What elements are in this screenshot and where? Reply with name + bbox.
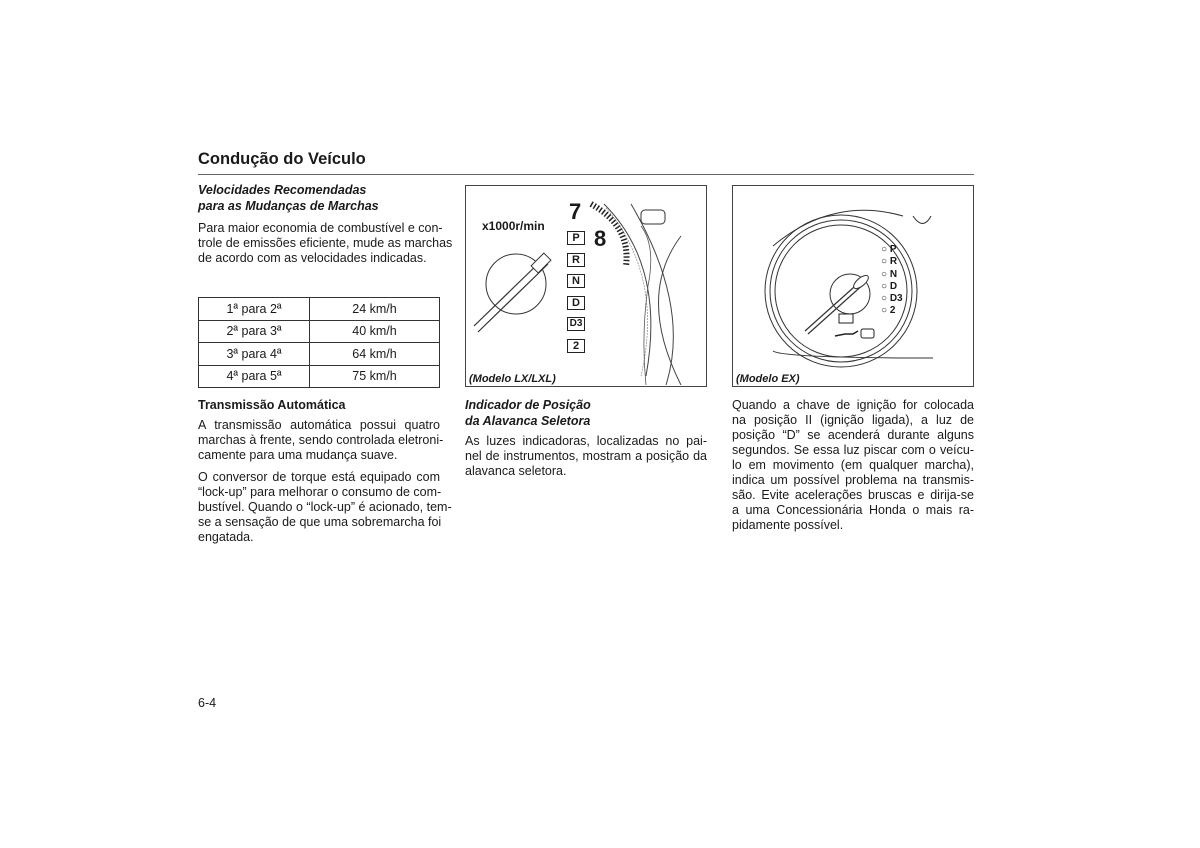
figure-caption: (Modelo LX/LXL) (469, 373, 556, 385)
ex-description (732, 398, 974, 533)
figure-ex-illustration (732, 185, 974, 387)
speed-table (198, 297, 440, 388)
speed-cell: 40 km/h (310, 320, 440, 343)
speed-cell: 75 km/h (310, 365, 440, 388)
table-row (199, 320, 440, 343)
gear-indicator-list (881, 244, 903, 318)
text-line: bustível. Quando o “lock-up” é acionado, tem- (198, 500, 452, 514)
tick-label: 8 (594, 226, 607, 251)
heading-line: para as Mudanças de Marchas (198, 198, 379, 213)
heading-line: Velocidades Recomendadas (198, 183, 367, 197)
gear-label: D (889, 280, 898, 292)
instrument-cluster-lx-drawing (466, 186, 705, 385)
gear-indicator: 2 (567, 339, 585, 353)
text-line: trole de emissões eficiente, mude as marchas (198, 236, 453, 250)
speeds-heading (198, 183, 440, 214)
text-line: Para maior economia de combustível e con- (198, 221, 443, 235)
table-row (199, 298, 440, 321)
text-line: camente para uma mudança suave. (198, 448, 398, 462)
gear-label: D3 (889, 293, 903, 305)
text-line: de acordo com as velocidades indicadas. (198, 251, 427, 265)
text-line: marchas à frente, sendo controlada eletroni- (198, 433, 444, 447)
table-row (199, 343, 440, 366)
page-title: Condução do Veículo (198, 150, 366, 168)
gear-cell: 3ª para 4ª (199, 343, 310, 366)
title-rule (198, 174, 974, 175)
gear-label: P (889, 244, 897, 255)
text-line: segundos. Se essa luz piscar com o veícu- (732, 443, 974, 457)
text-line: a uma Concessionária Honda o mais ra- (732, 503, 974, 517)
speeds-intro (198, 221, 453, 266)
rpm-unit-label: x1000r/min (482, 219, 545, 233)
speed-cell: 24 km/h (310, 298, 440, 321)
gear-indicator: ○ 2 (881, 305, 896, 317)
text-line: se a sensação de que uma sobremarcha foi (198, 515, 442, 529)
page-number: 6-4 (198, 696, 217, 710)
gear-label: N (889, 268, 898, 280)
indicator-body (465, 434, 707, 479)
gear-indicator: ○ R (881, 256, 898, 268)
gear-indicator: D (567, 296, 585, 310)
text-line: indica um possível problema na transmis- (732, 473, 974, 487)
text-line: Quando a chave de ignição for colocada (732, 398, 974, 412)
gear-label: 2 (889, 305, 896, 317)
text-line: alavanca seletora. (465, 464, 567, 478)
text-line: nel de instrumentos, mostram a posição da (465, 449, 707, 463)
figure-caption: (Modelo EX) (736, 373, 800, 385)
gear-cell: 1ª para 2ª (199, 298, 310, 321)
gear-indicator: ○ N (881, 268, 898, 280)
gear-indicator: D3 (567, 317, 585, 331)
figure-lx-illustration (465, 185, 707, 387)
text-line: posição “D” se acenderá durante alguns (732, 428, 974, 442)
gear-indicator: P (567, 231, 585, 245)
gear-label: R (889, 256, 898, 268)
text-line: As luzes indicadoras, localizadas no pai- (465, 434, 707, 448)
text-line: O conversor de torque está equipado com (198, 470, 440, 484)
gear-indicator: N (567, 274, 585, 288)
text-line: são. Evite acelerações bruscas e dirija-se (732, 488, 974, 502)
heading-line: da Alavanca Seletora (465, 413, 591, 428)
indicator-heading (465, 398, 591, 429)
heading-line: Indicador de Posição (465, 398, 591, 412)
gear-indicator: ○ P (881, 244, 897, 255)
gear-indicator: R (567, 253, 585, 267)
gear-indicator: ○ D3 (881, 293, 903, 305)
text-line: “lock-up” para melhorar o consumo de com- (198, 485, 442, 499)
text-line: A transmissão automática possui quatro (198, 418, 440, 432)
instrument-cluster-ex-drawing (733, 186, 972, 385)
gear-cell: 2ª para 3ª (199, 320, 310, 343)
tick-label: 7 (569, 199, 582, 224)
transmission-p2 (198, 470, 452, 545)
gear-indicator: ○ D (881, 280, 898, 292)
transmission-heading: Transmissão Automática (198, 398, 346, 412)
transmission-p1 (198, 418, 444, 463)
table-row (199, 365, 440, 388)
gear-cell: 4ª para 5ª (199, 365, 310, 388)
speed-cell: 64 km/h (310, 343, 440, 366)
text-line: engatada. (198, 530, 254, 544)
text-line: lo em movimento (em qualquer marcha), (732, 458, 974, 472)
text-line: na posição II (ignição ligada), a luz de (732, 413, 974, 427)
text-line: pidamente possível. (732, 518, 844, 532)
gear-indicator-list (567, 231, 585, 353)
